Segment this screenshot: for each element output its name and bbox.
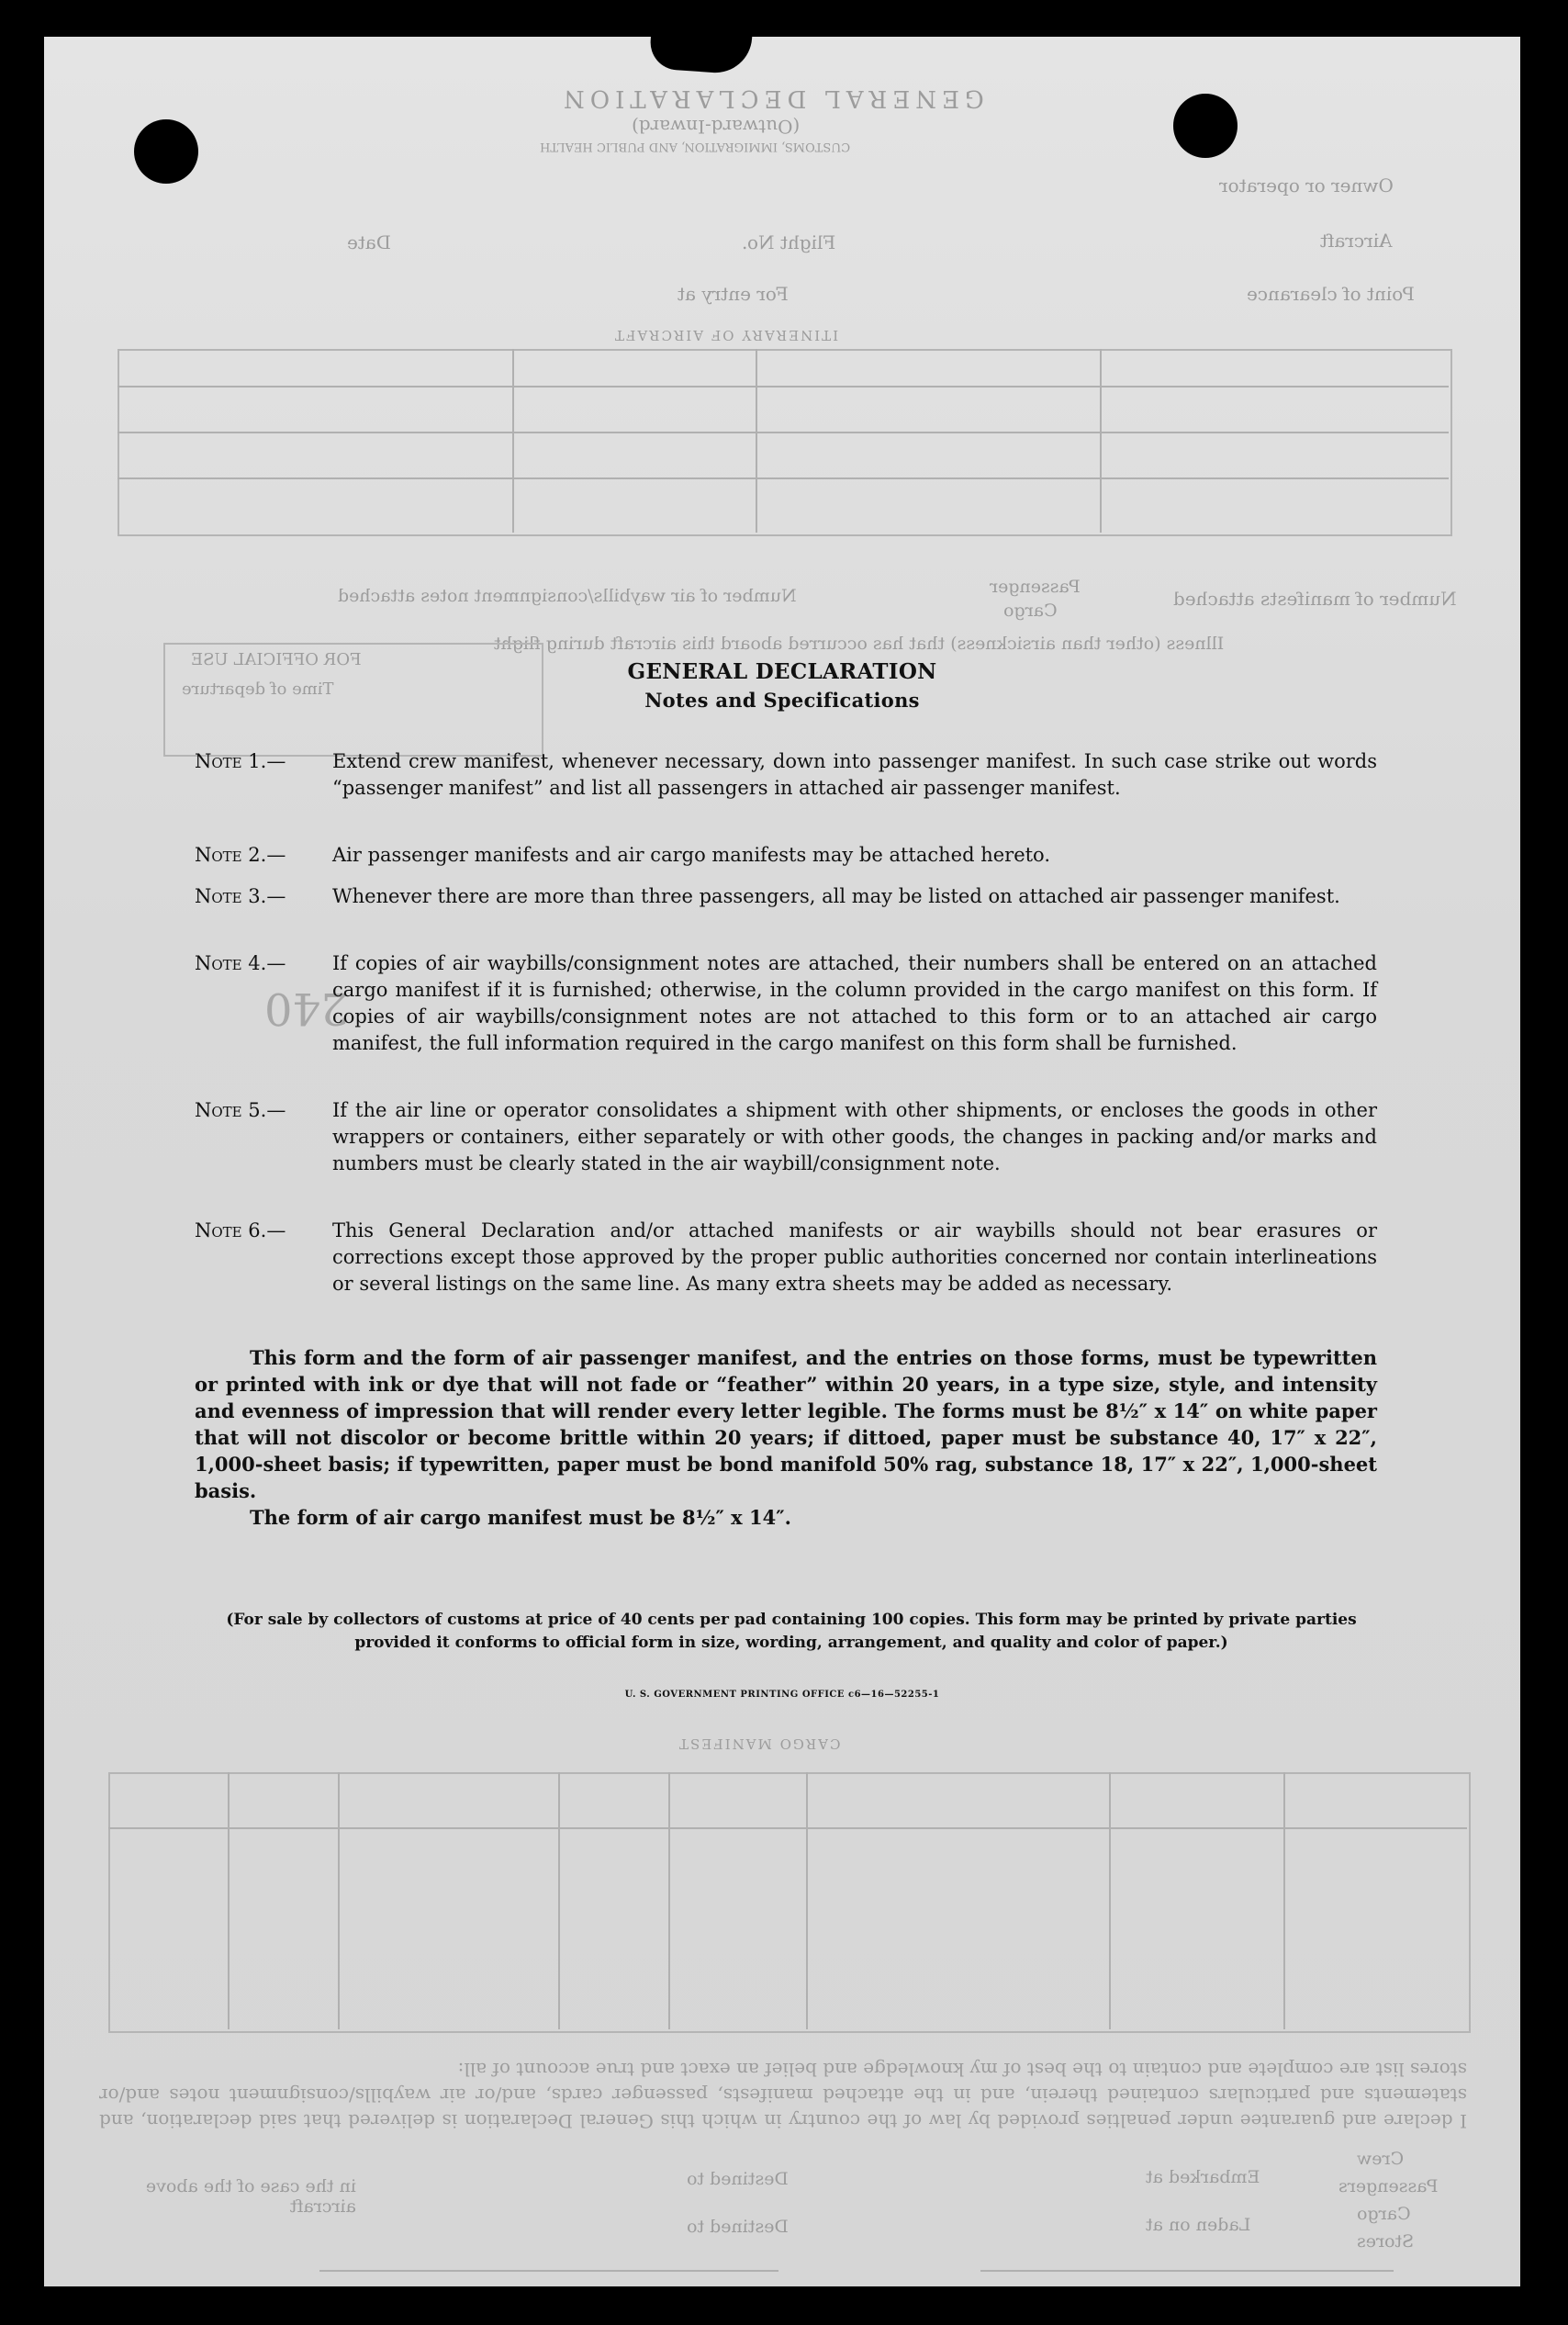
ghost-destined-2: Destined to xyxy=(687,2217,789,2237)
ghost-laden: Laden on at xyxy=(1146,2215,1251,2235)
ghost-owner-label: Owner or operator xyxy=(1219,174,1394,197)
note-text: Whenever there are more than three passengers, all may be listed on attached air passenger manifest. xyxy=(332,885,1340,907)
note-text: Air passenger manifests and air cargo manifests may be attached hereto. xyxy=(332,844,1051,866)
printer-line: U. S. GOVERNMENT PRINTING OFFICE c6—16—52255-1 xyxy=(624,1690,940,1700)
page-title: GENERAL DECLARATION xyxy=(627,659,937,684)
ghost-clearance-label: Point of clearance xyxy=(1247,283,1415,305)
note-label: Note 4.— xyxy=(195,952,286,974)
cargo-form-specification: The form of air cargo manifest must be 8½″ x 14″. xyxy=(250,1506,791,1529)
ghost-signature-line xyxy=(319,2270,778,2272)
ghost-manifests-label: Number of manifests attached xyxy=(1173,588,1457,610)
ghost-row-line xyxy=(108,1827,1467,1829)
ghost-official-use: FOR OFFICIAL USE xyxy=(191,650,362,669)
ghost-col-line xyxy=(806,1772,808,2029)
ghost-embarked: Embarked at xyxy=(1146,2167,1260,2187)
note-label: Note 3.— xyxy=(195,885,286,907)
note-text: If copies of air waybills/consignment notes are attached, their numbers shall be entered on an attached cargo manifest if it is furnished; otherwise, in the column provided in the cargo manifest on this form. If copies of air waybills/consignment notes are not attached to this form or to an attached air cargo manifest, the full information required in the cargo manifest on this form shall be furnished. xyxy=(332,952,1377,1054)
ghost-declaration: I declare and guarantee under penalties provided by law of the country in which this General Declaration is delivered that said declaration, and statements and particulars contained therein, and in the attached manifests, passenger cards, and/or air waybills/consignment notes and/or stores list are complete and contain to the best of my knowledge and belief an exact and true account of all: xyxy=(99,2059,1467,2132)
ghost-flight-label: Flight No. xyxy=(742,231,836,253)
note-text: If the air line or operator consolidates a shipment with other shipments, or encloses the goods in other wrappers or containers, either separately or with other goods, the changes in packing and/or marks and numbers must be clearly stated in the air waybill/consignment note. xyxy=(332,1099,1377,1174)
ghost-cargo-table xyxy=(108,1772,1471,2033)
ghost-departure: Time of departure xyxy=(182,680,334,699)
note-label: Note 6.— xyxy=(195,1219,286,1241)
ghost-header-title: GENERAL DECLARATION xyxy=(558,84,984,112)
punch-hole-right xyxy=(1173,94,1238,158)
ghost-stores: Stores xyxy=(1357,2231,1415,2252)
ghost-destined-1: Destined to xyxy=(687,2169,789,2189)
ghost-header-sub: (Outward-Inward) xyxy=(632,116,801,138)
note-5 xyxy=(195,1097,1388,1207)
sale-note: (For sale by collectors of customs at price of 40 cents per pad containing 100 copies. This form may be printed by private parties provided it conforms to official form in size, wording, arrangement, and quality and color of paper.) xyxy=(226,1611,1357,1652)
note-text: This General Declaration and/or attached manifests or air waybills should not bear erasures or corrections except those approved by the proper public authorities concerned nor contain interlineations or several listings on the same line. As many extra sheets may be added as necessary. xyxy=(332,1219,1377,1295)
ghost-stamp-240: 240 xyxy=(264,983,349,1034)
ghost-date-label: Date xyxy=(347,231,391,253)
ghost-aircraft-label: Aircraft xyxy=(1320,230,1393,252)
ghost-waybills: Number of air waybills/consignment notes attached xyxy=(338,586,797,606)
ghost-col-line xyxy=(1283,1772,1285,2029)
ghost-col-line xyxy=(668,1772,670,2029)
note-6 xyxy=(195,1218,1388,1328)
form-specification: This form and the form of air passenger manifest, and the entries on those forms, must be typewritten or printed with ink or dye that will not fade or “feather” within 20 years, in a type size, style, and intensity and evenness of impression that will render every letter legible. The forms must be 8½″ x 14″ on white paper that will not discolor or become brittle within 20 years; if dittoed, paper must be substance 40, 17″ x 22″, 1,000-sheet basis; if typewritten, paper must be bond manifold 50% rag, substance 18, 17″ x 22″, 1,000-sheet basis. xyxy=(195,1346,1377,1502)
ghost-itinerary-table xyxy=(118,349,1452,536)
ghost-cargo: Cargo xyxy=(1003,601,1058,621)
page-subtitle: Notes and Specifications xyxy=(644,689,920,712)
ghost-row-line xyxy=(118,477,1449,479)
note-label: Note 2.— xyxy=(195,844,286,866)
punch-hole-left xyxy=(134,119,198,184)
note-1 xyxy=(195,748,1388,831)
ghost-col-line xyxy=(228,1772,230,2029)
note-label: Note 5.— xyxy=(195,1099,286,1121)
note-2 xyxy=(195,842,1388,870)
ghost-col-line xyxy=(1109,1772,1111,2029)
ghost-passengers: Passengers xyxy=(1338,2176,1439,2196)
ghost-cargo-manifest: CARGO MANIFEST xyxy=(678,1735,841,1752)
ghost-passenger: Passenger xyxy=(990,577,1081,597)
ghost-illness: Illness (other than airsickness) that has occurred aboard this aircraft during flight xyxy=(494,634,1225,654)
note-text: Extend crew manifest, whenever necessary, down into passenger manifest. In such case strike out words “passenger manifest” and list all passengers in attached air passenger manifest. xyxy=(332,750,1377,799)
note-label: Note 1.— xyxy=(195,750,286,772)
ghost-col-line xyxy=(338,1772,340,2029)
ghost-col-line xyxy=(756,349,757,533)
ghost-row-line xyxy=(118,432,1449,433)
ghost-in-case: in the case of the above aircraft xyxy=(145,2176,356,2217)
ghost-itinerary: ITINERARY OF AIRCRAFT xyxy=(613,327,839,343)
ghost-cargo2: Cargo xyxy=(1357,2204,1411,2224)
ghost-col-line xyxy=(1100,349,1102,533)
ghost-row-line xyxy=(118,386,1449,388)
ghost-entry-label: For entry at xyxy=(678,283,789,305)
note-3 xyxy=(195,883,1388,938)
torn-edge xyxy=(649,37,753,75)
document-page xyxy=(44,37,1520,2286)
note-4 xyxy=(195,950,1388,1088)
ghost-signature-line xyxy=(980,2270,1394,2272)
ghost-header-agency: CUSTOMS, IMMIGRATION, AND PUBLIC HEALTH xyxy=(540,140,851,153)
ghost-col-line xyxy=(512,349,514,533)
ghost-crew: Crew xyxy=(1357,2149,1405,2169)
ghost-col-line xyxy=(558,1772,560,2029)
